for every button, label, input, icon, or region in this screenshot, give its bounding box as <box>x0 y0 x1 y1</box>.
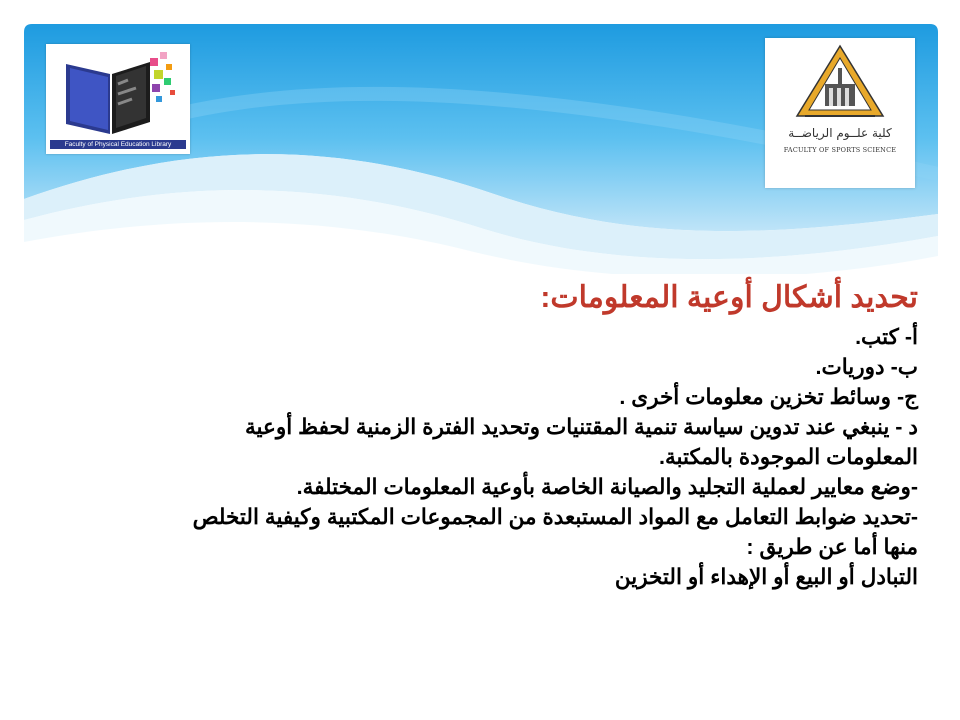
faculty-logo-english: FACULTY OF SPORTS SCIENCE <box>783 146 897 154</box>
content-line-9: التبادل أو البيع أو الإهداء أو التخزين <box>614 565 918 589</box>
slide-title: تحديد أشكال أوعية المعلومات: <box>540 281 918 314</box>
content-line-3: ج- وسائط تخزين معلومات أخرى . <box>619 385 918 409</box>
content-line-5: المعلومات الموجودة بالمكتبة. <box>659 445 918 469</box>
content-line-4: د - ينبغي عند تدوين سياسة تنمية المقتنيات وتحديد الفترة الزمنية لحفظ أوعية <box>245 415 918 439</box>
content-line-8: منها أما عن طريق : <box>746 535 918 559</box>
slide-content <box>40 278 918 592</box>
content-line-7: -تحديد ضوابط التعامل مع المواد المستبعدة من المجموعات المكتبية وكيفية التخلص <box>192 505 918 529</box>
content-line-6: -وضع معايير لعملية التجليد والصيانة الخاصة بأوعية المعلومات المختلفة. <box>296 475 918 499</box>
faculty-logo-arabic: كلية علــوم الرياضــة <box>788 126 892 140</box>
faculty-logo <box>765 38 915 188</box>
open-book-logo-icon <box>46 44 190 140</box>
university-pyramid-seal-icon <box>765 38 915 128</box>
content-line-2: ب- دوريات. <box>815 355 918 379</box>
library-logo <box>46 44 190 154</box>
library-logo-caption: Faculty of Physical Education Library <box>50 140 186 149</box>
content-line-1: أ- كتب. <box>855 325 918 349</box>
